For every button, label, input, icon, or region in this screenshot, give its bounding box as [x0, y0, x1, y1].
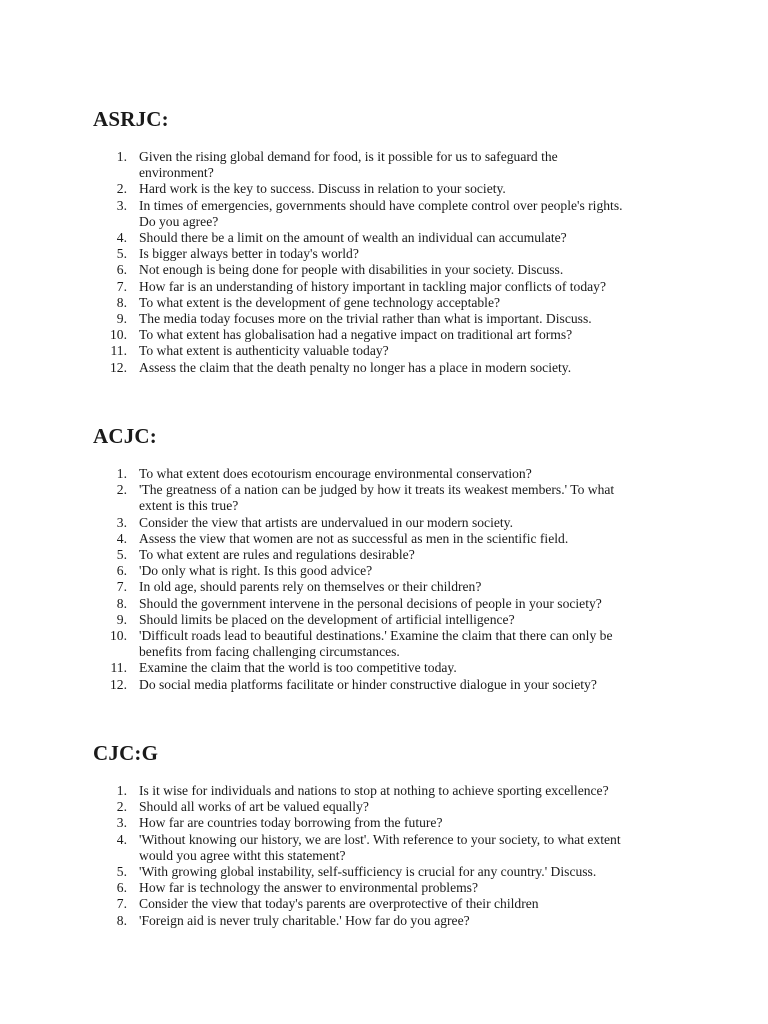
question-text-line: Should there be a limit on the amount of wealth an individual can accumulate?: [139, 230, 567, 246]
question-text-line: Given the rising global demand for food, is it possible for us to safeguard the: [139, 149, 558, 164]
question-number: 1.: [116, 783, 127, 798]
question-item: [93, 295, 693, 311]
question-item: [93, 864, 693, 880]
question-text-line: Hard work is the key to success. Discuss in relation to your society.: [139, 181, 506, 197]
question-text-line: The media today focuses more on the trivial rather than what is important. Discuss.: [139, 311, 592, 327]
question-item: [93, 343, 693, 359]
question-number: 4.: [116, 230, 127, 246]
section-asrjc: [93, 107, 693, 376]
question-number: 6.: [116, 262, 127, 278]
question-number: 2.: [116, 799, 127, 815]
question-text-line: Should the government intervene in the personal decisions of people in your society?: [139, 595, 602, 611]
question-number: 4.: [116, 530, 127, 546]
question-list: [93, 783, 693, 929]
question-item: [93, 677, 693, 693]
question-number: 3.: [116, 514, 127, 530]
question-item: [93, 279, 693, 295]
question-item: [93, 515, 693, 531]
question-number: 10.: [110, 327, 127, 343]
question-item: [93, 612, 693, 628]
question-item: [93, 149, 693, 181]
question-number: 5.: [116, 246, 127, 262]
question-item: [93, 913, 693, 929]
question-text-line: benefits from facing challenging circumstances.: [139, 644, 400, 660]
question-item: [93, 799, 693, 815]
question-number: 5.: [116, 864, 127, 880]
question-item: [93, 547, 693, 563]
section-acjc: [93, 424, 693, 693]
question-number: 5.: [116, 547, 127, 563]
question-text-line: Should all works of art be valued equally?: [139, 799, 369, 815]
question-text-line: To what extent is authenticity valuable today?: [139, 343, 389, 359]
question-text-line: 'Foreign aid is never truly charitable.' How far do you agree?: [139, 912, 470, 928]
question-number: 3.: [116, 815, 127, 831]
question-text-line: 'Without knowing our history, we are lost'. With reference to your society, to what extent: [139, 831, 621, 847]
question-number: 12.: [110, 359, 127, 375]
question-number: 7.: [116, 896, 127, 912]
question-item: [93, 246, 693, 262]
question-item: [93, 198, 693, 230]
question-text-line: To what extent are rules and regulations desirable?: [139, 547, 415, 563]
question-text-line: Is bigger always better in today's world?: [139, 246, 359, 262]
question-text-line: How far are countries today borrowing from the future?: [139, 815, 443, 831]
section-heading: ACJC:: [93, 424, 157, 448]
question-item: [93, 262, 693, 278]
question-number: 1.: [116, 149, 127, 164]
question-number: 10.: [110, 628, 127, 644]
question-item: [93, 660, 693, 676]
question-item: [93, 596, 693, 612]
question-number: 9.: [116, 611, 127, 627]
question-text-line: Not enough is being done for people with disabilities in your society. Discuss.: [139, 262, 564, 278]
question-number: 7.: [116, 579, 127, 595]
question-item: [93, 896, 693, 912]
question-text-line: How far is an understanding of history important in tackling major conflicts of today?: [139, 278, 606, 294]
question-text-line: Do you agree?: [139, 213, 219, 229]
question-number: 8.: [116, 912, 127, 928]
question-text-line: Is it wise for individuals and nations to stop at nothing to achieve sporting excellence?: [139, 783, 609, 798]
question-text-line: Should limits be placed on the development of artificial intelligence?: [139, 611, 515, 627]
question-item: [93, 181, 693, 197]
question-number: 7.: [116, 278, 127, 294]
question-list: [93, 149, 693, 376]
question-text-line: How far is technology the answer to environmental problems?: [139, 880, 478, 896]
question-text-line: In times of emergencies, governments should have complete control over people's rights.: [139, 197, 623, 213]
question-text-line: extent is this true?: [139, 498, 239, 514]
question-number: 11.: [110, 660, 127, 676]
question-item: [93, 311, 693, 327]
question-item: [93, 783, 693, 799]
question-item: [93, 579, 693, 595]
question-text-line: Consider the view that today's parents are overprotective of their children: [139, 896, 539, 912]
question-number: 6.: [116, 880, 127, 896]
question-item: [93, 815, 693, 831]
question-text-line: Consider the view that artists are undervalued in our modern society.: [139, 514, 513, 530]
question-number: 8.: [116, 294, 127, 310]
question-text-line: would you agree witht this statement?: [139, 847, 346, 863]
question-text-line: To what extent is the development of gene technology acceptable?: [139, 294, 501, 310]
question-text-line: Examine the claim that the world is too competitive today.: [139, 660, 457, 676]
question-number: 9.: [116, 311, 127, 327]
question-number: 2.: [116, 482, 127, 498]
question-text-line: 'With growing global instability, self-sufficiency is crucial for any country.' Discuss.: [139, 864, 597, 880]
question-number: 12.: [110, 676, 127, 692]
question-item: [93, 327, 693, 343]
question-text-line: 'Difficult roads lead to beautiful destinations.' Examine the claim that there can only be: [139, 628, 613, 644]
section-heading: ASRJC:: [93, 107, 169, 131]
question-text-line: In old age, should parents rely on themselves or their children?: [139, 579, 482, 595]
question-number: 3.: [116, 197, 127, 213]
section-heading: CJC:G: [93, 741, 159, 765]
question-number: 8.: [116, 595, 127, 611]
question-text-line: 'The greatness of a nation can be judged by how it treats its weakest members.' To what: [139, 482, 615, 498]
question-item: [93, 466, 693, 482]
question-item: [93, 880, 693, 896]
question-item: [93, 230, 693, 246]
question-text-line: Do social media platforms facilitate or hinder constructive dialogue in your society?: [139, 676, 597, 692]
question-text-line: To what extent has globalisation had a negative impact on traditional art forms?: [139, 327, 573, 343]
question-text-line: environment?: [139, 165, 214, 181]
question-text-line: 'Do only what is right. Is this good advice?: [139, 563, 373, 579]
question-number: 11.: [110, 343, 127, 359]
question-item: [93, 360, 693, 376]
question-text-line: To what extent does ecotourism encourage environmental conservation?: [139, 466, 532, 481]
question-number: 2.: [116, 181, 127, 197]
question-list: [93, 466, 693, 693]
question-number: 4.: [116, 831, 127, 847]
question-text-line: Assess the view that women are not as successful as men in the scientific field.: [139, 530, 569, 546]
question-item: [93, 482, 693, 514]
question-number: 1.: [116, 466, 127, 481]
question-item: [93, 563, 693, 579]
question-number: 6.: [116, 563, 127, 579]
question-item: [93, 531, 693, 547]
section-cjcg: [93, 741, 693, 929]
question-text-line: Assess the claim that the death penalty no longer has a place in modern society.: [139, 359, 572, 375]
question-item: [93, 628, 693, 660]
question-item: [93, 832, 693, 864]
